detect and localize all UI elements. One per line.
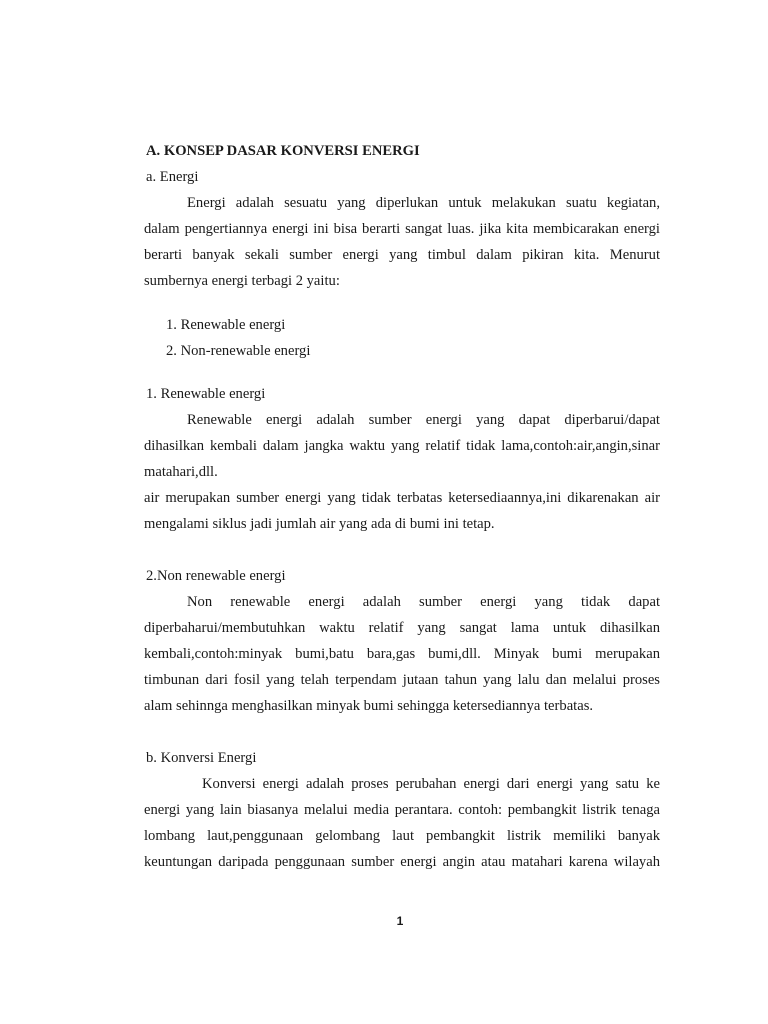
renewable-heading: 1. Renewable energi	[146, 386, 266, 402]
paragraph-line: alam sehinnga menghasilkan minyak bumi sehingga ketersediannya terbatas.	[144, 698, 594, 714]
paragraph-line: kembali,contoh:minyak bumi,batu bara,gas bumi,dll. Minyak bumi merupakan	[144, 646, 660, 662]
paragraph-line: diperbaharui/membutuhkan waktu relatif yang sangat lama untuk dihasilkan	[144, 620, 660, 636]
paragraph-line: dalam pengertiannya energi ini bisa berarti sangat luas. jika kita membicarakan energi	[144, 221, 660, 237]
paragraph-line: Non renewable energi adalah sumber energi yang tidak dapat	[187, 594, 660, 610]
paragraph-line: timbunan dari fosil yang telah terpendam jutaan tahun yang lalu dan melalui proses	[144, 672, 660, 688]
konversi-paragraph	[144, 771, 660, 875]
energy-type-list	[166, 312, 682, 364]
paragraph-line: keuntungan daripada penggunaan sumber energi angin atau matahari karena wilayah	[144, 854, 660, 870]
paragraph-line: dihasilkan kembali dalam jangka waktu yang relatif tidak lama,contoh:air,angin,sinar	[144, 438, 660, 454]
paragraph-line: Konversi energi adalah proses perubahan energi dari energi yang satu ke	[202, 776, 660, 792]
non-renewable-paragraph	[144, 589, 660, 719]
section-a-heading: A. KONSEP DASAR KONVERSI ENERGI	[146, 143, 420, 159]
energi-paragraph	[144, 190, 660, 294]
paragraph-line: matahari,dll.	[144, 464, 218, 480]
list-item: 2. Non-renewable energi	[166, 343, 311, 359]
paragraph-line: sumbernya energi terbagi 2 yaitu:	[144, 273, 340, 289]
subsection-konversi-heading: b. Konversi Energi	[146, 750, 257, 766]
paragraph-line: berarti banyak sekali sumber energi yang timbul dalam pikiran kita. Menurut	[144, 247, 660, 263]
paragraph-line: lombang laut,penggunaan gelombang laut pembangkit listrik memiliki banyak	[144, 828, 660, 844]
non-renewable-heading: 2.Non renewable energi	[146, 568, 286, 584]
paragraph-line: energi yang lain biasanya melalui media perantara. contoh: pembangkit listrik tenaga	[144, 802, 660, 818]
page-number: 1	[396, 914, 404, 928]
list-item: 1. Renewable energi	[166, 317, 286, 333]
paragraph-line: Renewable energi adalah sumber energi yang dapat diperbarui/dapat	[187, 412, 660, 428]
subsection-energi-heading: a. Energi	[146, 169, 199, 185]
paragraph-line: air merupakan sumber energi yang tidak terbatas ketersediaannya,ini dikarenakan air	[144, 490, 660, 506]
paragraph-line: mengalami siklus jadi jumlah air yang ada di bumi ini tetap.	[144, 516, 495, 532]
renewable-paragraph	[144, 407, 660, 537]
paragraph-line: Energi adalah sesuatu yang diperlukan untuk melakukan suatu kegiatan,	[187, 195, 660, 211]
